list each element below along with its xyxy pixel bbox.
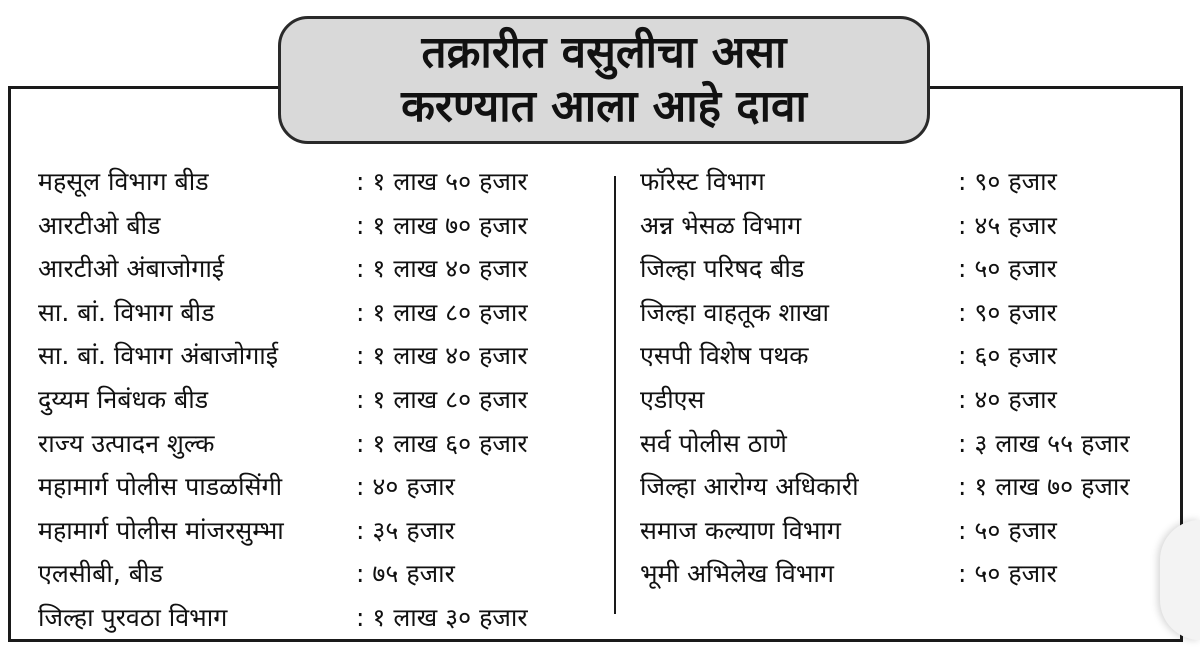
list-item [38, 378, 598, 422]
amount-value: : १ लाख ७० हजार [356, 210, 528, 240]
amount-value: : १ लाख ८० हजार [356, 384, 528, 414]
list-item [640, 247, 1180, 291]
amount-value: : ४० हजार [958, 384, 1057, 414]
list-item [640, 291, 1180, 335]
list-item [38, 509, 598, 553]
list-item [640, 422, 1180, 466]
department-label: एलसीबी, बीड [38, 559, 163, 589]
right-column [640, 160, 1180, 596]
amount-value: : १ लाख ७० हजार [958, 472, 1130, 502]
department-label: सा. बां. विभाग अंबाजोगाई [38, 341, 279, 371]
amount-value: : ३५ हजार [356, 515, 455, 545]
list-item [640, 204, 1180, 248]
title-banner [278, 16, 930, 144]
column-divider [614, 176, 616, 614]
department-label: जिल्हा पुरवठा विभाग [38, 602, 228, 632]
department-label: जिल्हा वाहतूक शाखा [640, 297, 829, 327]
list-item [640, 378, 1180, 422]
department-label: जिल्हा परिषद बीड [640, 254, 805, 284]
list-item [38, 552, 598, 596]
list-item [38, 422, 598, 466]
list-item [38, 160, 598, 204]
list-item [38, 247, 598, 291]
amount-value: : ७५ हजार [356, 559, 455, 589]
department-label: महामार्ग पोलीस पाडळसिंगी [38, 472, 283, 502]
amount-value: : ३ लाख ५५ हजार [958, 428, 1130, 458]
department-label: जिल्हा आरोग्य अधिकारी [640, 472, 859, 502]
amount-value: : ९० हजार [958, 297, 1057, 327]
list-item [38, 204, 598, 248]
department-label: महामार्ग पोलीस मांजरसुम्भा [38, 515, 284, 545]
list-item [640, 160, 1180, 204]
amount-value: : १ लाख ६० हजार [356, 428, 528, 458]
page-edge-shadow [1160, 520, 1200, 640]
amount-value: : ४० हजार [356, 472, 455, 502]
department-label: अन्न भेसळ विभाग [640, 210, 802, 240]
department-label: राज्य उत्पादन शुल्क [38, 428, 215, 458]
amount-value: : १ लाख ३० हजार [356, 602, 528, 632]
department-label: समाज कल्याण विभाग [640, 515, 841, 545]
department-label: भूमी अभिलेख विभाग [640, 559, 834, 589]
amount-value: : ६० हजार [958, 341, 1057, 371]
amount-value: : १ लाख ४० हजार [356, 341, 528, 371]
amount-value: : ५० हजार [958, 254, 1057, 284]
department-label: दुय्यम निबंधक बीड [38, 384, 209, 414]
department-label: आरटीओ बीड [38, 210, 161, 240]
department-label: सर्व पोलीस ठाणे [640, 428, 787, 458]
amount-value: : ४५ हजार [958, 210, 1057, 240]
amount-value: : ५० हजार [958, 559, 1057, 589]
list-item [38, 334, 598, 378]
amount-value: : ५० हजार [958, 515, 1057, 545]
list-item [640, 509, 1180, 553]
amount-value: : १ लाख ५० हजार [356, 167, 528, 196]
amount-value: : ९० हजार [958, 167, 1057, 196]
list-item [640, 334, 1180, 378]
left-column [38, 160, 598, 640]
list-item [640, 552, 1180, 596]
amount-value: : १ लाख ८० हजार [356, 297, 528, 327]
department-label: एसपी विशेष पथक [640, 341, 809, 371]
amount-value: : १ लाख ४० हजार [356, 254, 528, 284]
department-label: महसूल विभाग बीड [38, 167, 209, 196]
department-label: आरटीओ अंबाजोगाई [38, 254, 225, 284]
list-item [38, 596, 598, 640]
department-label: एडीएस [640, 384, 705, 414]
title-line-2: करण्यात आला आहे दावा [401, 81, 807, 132]
list-item [38, 291, 598, 335]
title-line-1: तक्रारीत वसुलीचा असा [421, 27, 787, 78]
department-label: सा. बां. विभाग बीड [38, 297, 215, 327]
department-label: फॉरेस्ट विभाग [640, 167, 765, 196]
list-item [38, 465, 598, 509]
list-item [640, 465, 1180, 509]
